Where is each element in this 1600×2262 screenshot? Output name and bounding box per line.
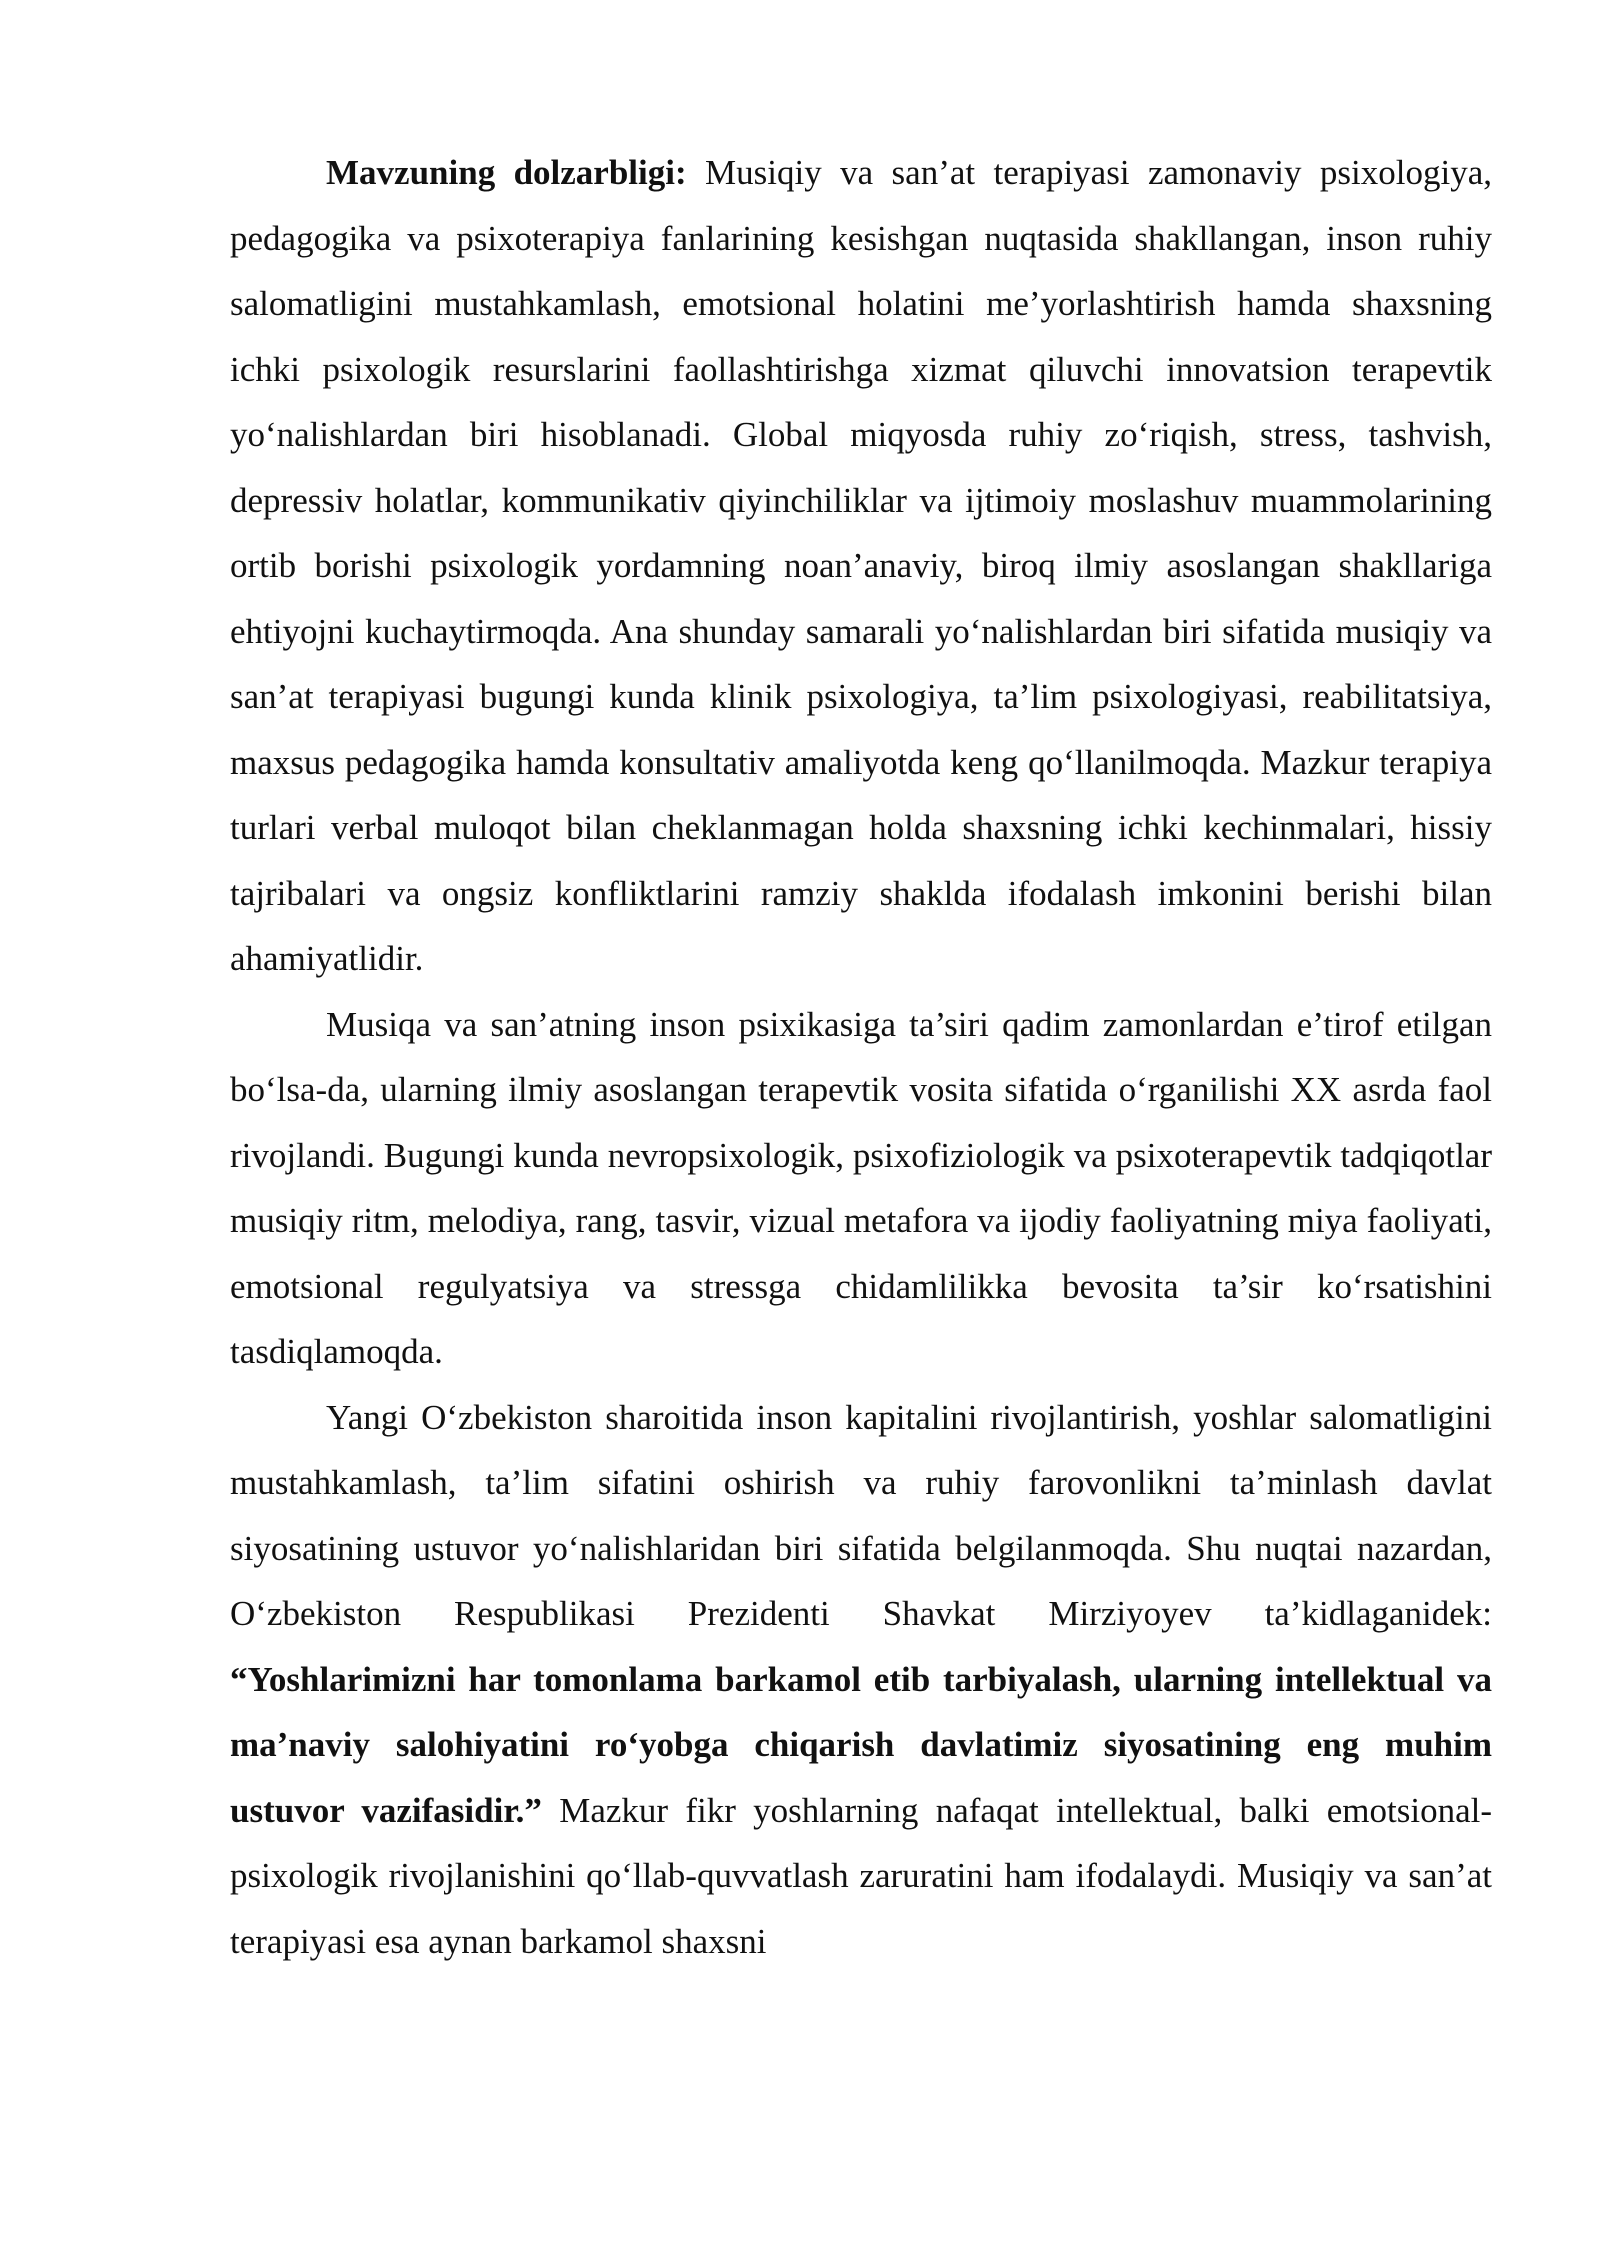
paragraph-text: Musiqa va san’atning inson psixikasiga ta’siri qadim zamonlardan e’tirof etilgan bo‘lsa-da, ularning ilmiy asoslangan terapevtik vosita sifatida o‘rganilishi XX asrda faol rivojlandi. Bugungi kunda nevropsixologik, psixofiziologik va psixoterapevtik tadqiqotlar musiqiy ritm, melodiya, rang, tasvir, vizual metafora va ijodiy faoliyatning miya faoliyati, emotsional regulyatsiya va stressga chidamlilikka bevosita ta’sir ko‘rsatishini tasdiqlamoqda.	[230, 1004, 1492, 1371]
section-heading: Mavzuning dolzarbligi:	[326, 153, 687, 192]
paragraph-text: Yangi O‘zbekiston sharoitida inson kapitalini rivojlantirish, yoshlar salomatligini mustahkamlash, ta’lim sifatini oshirish va ruhiy farovonlikni ta’minlash davlat siyosatining ustuvor yo‘nalishlaridan biri sifatida belgilanmoqda. Shu nuqtai nazardan, O‘zbekiston Respublikasi Prezidenti Shavkat Mirziyoyev ta’kidlaganidek:	[230, 1397, 1492, 1633]
paragraph-relevance	[230, 140, 1492, 992]
paragraph-text: Musiqiy va san’at terapiyasi zamonaviy psixologiya, pedagogika va psixoterapiya fanlarining kesishgan nuqtasida shakllangan, inson ruhiy salomatligini mustahkamlash, emotsional holatini me’yorlashtirish hamda shaxsning ichki psixologik resurslarini faollashtirishga xizmat qiluvchi innovatsion terapevtik yo‘nalishlardan biri hisoblanadi. Global miqyosda ruhiy zo‘riqish, stress, tashvish, depressiv holatlar, kommunikativ qiyinchiliklar va ijtimoiy moslashuv muammolarining ortib borishi psixologik yordamning noan’anaviy, biroq ilmiy asoslangan shakllariga ehtiyojni kuchaytirmoqda. Ana shunday samarali yo‘nalishlardan biri sifatida musiqiy va san’at terapiyasi bugungi kunda klinik psixologiya, ta’lim psixologiyasi, reabilitatsiya, maxsus pedagogika hamda konsultativ amaliyotda keng qo‘llanilmoqda. Mazkur terapiya turlari verbal muloqot bilan cheklanmagan holda shaxsning ichki kechinmalari, hissiy tajribalari va ongsiz konfliktlarini ramziy shaklda ifodalash imkonini berishi bilan ahamiyatlidir.	[230, 153, 1492, 978]
paragraph-new-uzbekistan	[230, 1385, 1492, 1975]
paragraph-text: Mazkur fikr yoshlarning nafaqat intellektual, balki emotsional-psixologik rivojlanishini qo‘llab-quvvatlash zaruratini ham ifodalaydi. Musiqiy va san’at terapiyasi esa aynan barkamol shaxsni	[230, 1790, 1492, 1961]
document-body	[230, 140, 1492, 1974]
paragraph-history	[230, 992, 1492, 1385]
president-quote: “Yoshlarimizni har tomonlama barkamol etib tarbiyalash, ularning intellektual va ma’naviy salohiyatini ro‘yobga chiqarish davlatimiz siyosatining eng muhim ustuvor vazifasidir.”	[230, 1659, 1492, 1830]
